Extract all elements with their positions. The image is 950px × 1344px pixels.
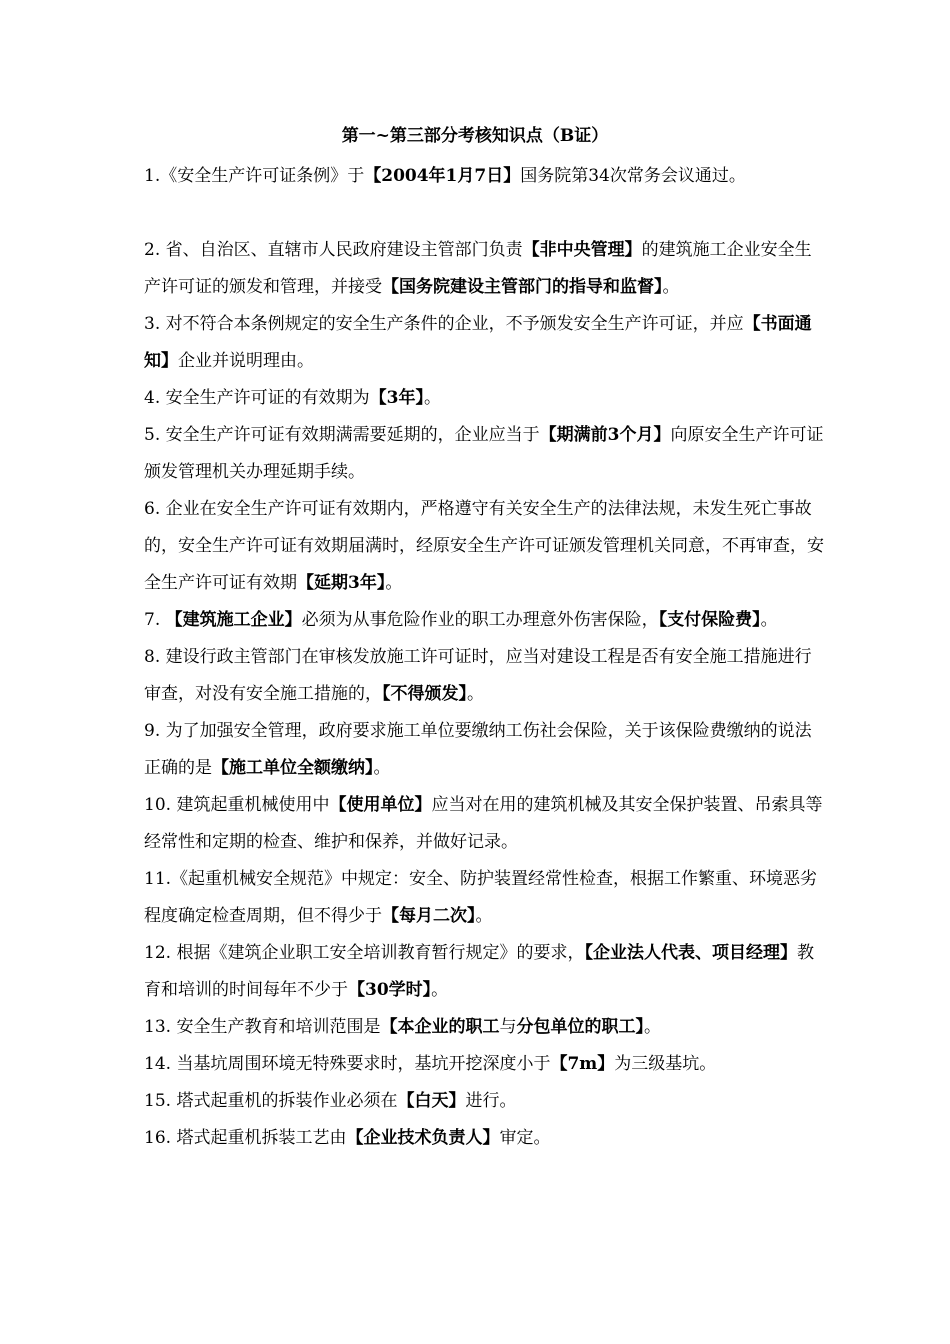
point-text: 。 xyxy=(475,906,493,926)
key-answer: 【非中央管理】 xyxy=(522,240,642,260)
knowledge-point-15 xyxy=(144,1083,824,1120)
point-text: 14. 当基坑周围环境无特殊要求时，基坑开挖深度小于 xyxy=(144,1054,551,1074)
knowledge-point-7 xyxy=(144,602,824,639)
knowledge-point-11 xyxy=(144,861,824,935)
point-text: 。 xyxy=(385,573,403,593)
point-text: 12. 根据《建筑企业职工安全培训教育暂行规定》的要求， xyxy=(144,943,585,963)
knowledge-point-10 xyxy=(144,787,824,861)
point-text: 教育和培训的时间每年不少于 xyxy=(144,943,814,1000)
point-text: 5. 安全生产许可证有效期满需要延期的，企业应当于 xyxy=(144,425,540,445)
point-text: 11.《起重机械安全规范》中规定：安全、防护装置经常性检查，根据工作繁重、环境恶劣程度确定检查周期，但不得少于 xyxy=(144,869,818,926)
key-answer: 【不得颁发】 xyxy=(382,684,467,704)
point-text: 16. 塔式起重机拆装工艺由 xyxy=(144,1128,347,1148)
key-answer: 分包单位的职工】 xyxy=(516,1017,644,1037)
key-answer: 【书面通知】 xyxy=(144,314,812,371)
point-text: 9. 为了加强安全管理，政府要求施工单位要缴纳工伤社会保险，关于该保险费缴纳的说法正确的是 xyxy=(144,721,812,778)
knowledge-point-16 xyxy=(144,1120,824,1157)
point-text: 4. 安全生产许可证的有效期为 xyxy=(144,388,370,408)
key-answer: 【30学时】 xyxy=(348,980,432,1000)
point-text: 的建筑施工企业安全生产许可证的颁发和管理，并接受 xyxy=(144,240,812,297)
point-text: 。 xyxy=(373,758,391,778)
knowledge-point-4 xyxy=(144,380,824,417)
knowledge-points-list xyxy=(144,158,824,1157)
point-text: 与 xyxy=(499,1017,517,1037)
knowledge-point-5 xyxy=(144,417,824,491)
point-text: 13. 安全生产教育和培训范围是 xyxy=(144,1017,381,1037)
point-text: 应当对在用的建筑机械及其安全保护装置、吊索具等经常性和定期的检查、维护和保养，并做好记录。 xyxy=(144,795,823,852)
point-text: 6. 企业在安全生产许可证有效期内，严格遵守有关安全生产的法律法规，未发生死亡事故的，安全生产许可证有效期届满时，经原安全生产许可证颁发管理机关同意，不再审查，安全生产许可证有效期 xyxy=(144,499,824,593)
knowledge-point-6 xyxy=(144,491,824,602)
key-answer: 【施工单位全额缴纳】 xyxy=(212,758,374,778)
knowledge-point-9 xyxy=(144,713,824,787)
knowledge-point-1 xyxy=(144,158,824,195)
key-answer: 【期满前3个月】 xyxy=(539,425,671,445)
point-text: 进行。 xyxy=(465,1091,517,1111)
point-text: 15. 塔式起重机的拆装作业必须在 xyxy=(144,1091,398,1111)
key-answer: 【支付保险费】 xyxy=(658,610,761,630)
point-text: 国务院第34次常务会议通过。 xyxy=(520,166,746,186)
key-answer: 【白天】 xyxy=(397,1091,466,1111)
key-answer: 【延期3年】 xyxy=(297,573,386,593)
key-answer: 【企业技术负责人】 xyxy=(346,1128,500,1148)
point-text: 必须为从事危险作业的职工办理意外伤害保险， xyxy=(301,610,659,630)
point-text: 2. 省、自治区、直辖市人民政府建设主管部门负责 xyxy=(144,240,523,260)
point-text: 向原安全生产许可证颁发管理机关办理延期手续。 xyxy=(144,425,824,482)
key-answer: 【国务院建设主管部门的指导和监督】 xyxy=(382,277,663,297)
point-text: 为三级基坑。 xyxy=(614,1054,717,1074)
key-answer: 【使用单位】 xyxy=(329,795,432,815)
point-text: 。 xyxy=(760,610,778,630)
point-text: 企业并说明理由。 xyxy=(178,351,314,371)
point-text: 8. 建设行政主管部门在审核发放施工许可证时，应当对建设工程是否有安全施工措施进行审查，对没有安全施工措施的， xyxy=(144,647,812,704)
knowledge-point-3 xyxy=(144,306,824,380)
knowledge-point-13 xyxy=(144,1009,824,1046)
document-title: 第一~第三部分考核知识点（B证） xyxy=(341,126,609,146)
point-text: 。 xyxy=(467,684,484,704)
key-answer: 【每月二次】 xyxy=(382,906,476,926)
key-answer: 【3年】 xyxy=(369,388,424,408)
point-text: 。 xyxy=(643,1017,661,1037)
knowledge-point-2 xyxy=(144,232,824,306)
key-answer: 【建筑施工企业】 xyxy=(165,610,302,630)
key-answer: 【2004年1月7日】 xyxy=(364,166,521,186)
point-text: 。 xyxy=(662,277,680,297)
point-text: 审定。 xyxy=(499,1128,551,1148)
knowledge-point-12 xyxy=(144,935,824,1009)
point-text: 。 xyxy=(423,388,441,408)
point-text: 3. 对不符合本条例规定的安全生产条件的企业，不予颁发安全生产许可证，并应 xyxy=(144,314,744,334)
key-answer: 【7m】 xyxy=(550,1054,615,1074)
key-answer: 【本企业的职工 xyxy=(380,1017,500,1037)
point-text: 7. xyxy=(144,610,166,630)
point-text: 1.《安全生产许可证条例》于 xyxy=(144,166,365,186)
point-text: 10. 建筑起重机械使用中 xyxy=(144,795,330,815)
point-text: 。 xyxy=(431,980,449,1000)
key-answer: 【企业法人代表、项目经理】 xyxy=(584,943,797,963)
knowledge-point-8 xyxy=(144,639,824,713)
knowledge-point-14 xyxy=(144,1046,824,1083)
